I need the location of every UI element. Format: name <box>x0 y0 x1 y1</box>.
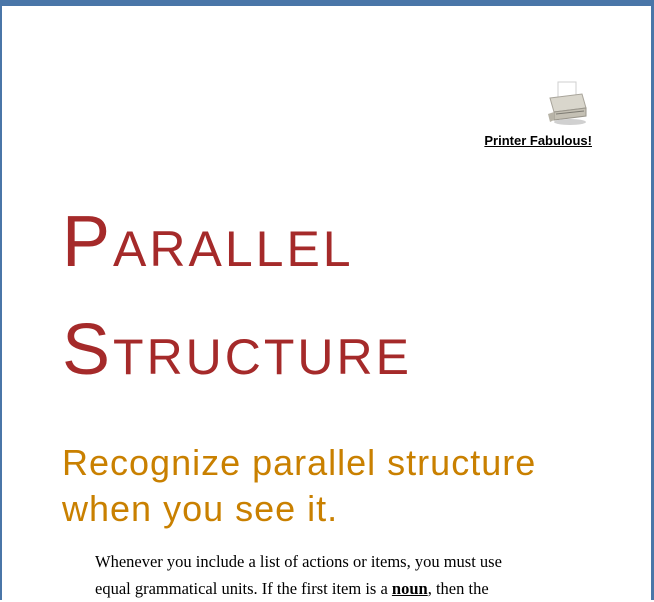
intro-paragraph <box>95 548 535 602</box>
noun-emphasis: noun <box>391 579 428 598</box>
page-subtitle: Recognize parallel structure when you see it. <box>62 442 537 529</box>
printer-fabulous-link[interactable] <box>472 80 592 148</box>
window-left-border <box>0 0 2 600</box>
page-title-line-2: Structure <box>62 310 412 390</box>
intro-text-before: Whenever you include a list of actions or items, you must use equal grammatical units. If the first item is a <box>95 552 502 598</box>
printer-icon <box>542 80 590 128</box>
printer-fabulous-label[interactable]: Printer Fabulous! <box>484 133 592 148</box>
page-title-line-1: Parallel <box>62 202 354 282</box>
window-top-border <box>0 0 654 6</box>
page-title <box>62 188 622 404</box>
intro-text-after: , then the <box>427 579 489 598</box>
